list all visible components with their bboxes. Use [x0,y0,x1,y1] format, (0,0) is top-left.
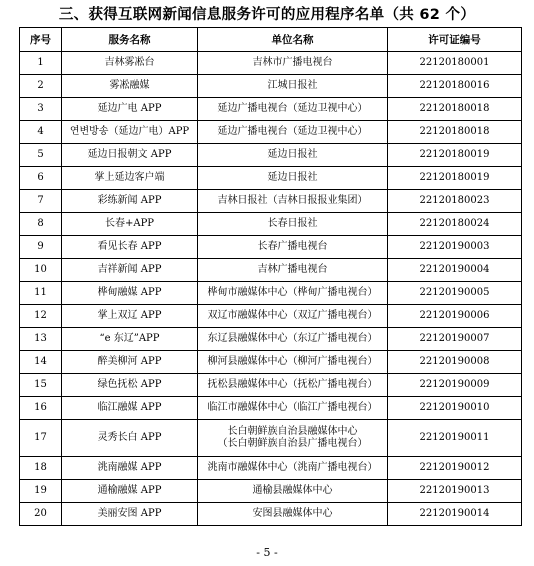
cell-unit-line: 抚松县融媒体中心（抚松广播电视台） [207,379,378,390]
cell-unit-line: 双辽市融媒体中心（双辽广播电视台） [207,310,378,321]
cell-no: 3 [20,98,62,121]
table-row [20,420,522,457]
table-row [20,236,522,259]
table-row [20,351,522,374]
header-service: 服务名称 [62,28,198,52]
cell-unit-line: 吉林日报社（吉林日报报业集团） [217,195,368,206]
cell-no: 17 [20,420,62,457]
cell-service: 延边广电 APP [62,98,198,121]
cell-no: 16 [20,397,62,420]
cell-license: 22120180001 [388,52,522,75]
table-row [20,480,522,503]
table-row [20,457,522,480]
cell-unit-line: 长春日报社 [267,218,318,229]
cell-no: 4 [20,121,62,144]
cell-license: 22120180018 [388,98,522,121]
cell-no: 6 [20,167,62,190]
cell-unit-line: 柳河县融媒体中心（柳河广播电视台） [207,356,378,367]
cell-unit [198,328,388,351]
cell-unit [198,374,388,397]
cell-unit [198,503,388,526]
table-row [20,282,522,305]
cell-no: 9 [20,236,62,259]
cell-license: 22120190014 [388,503,522,526]
header-unit: 单位名称 [198,28,388,52]
cell-unit [198,236,388,259]
cell-service: 雾凇融媒 [62,75,198,98]
cell-service: 吉祥新闻 APP [62,259,198,282]
cell-unit [198,282,388,305]
cell-service: 灵秀长白 APP [62,420,198,457]
cell-service: 通榆融媒 APP [62,480,198,503]
cell-service: 연변방송（延边广电）APP [62,121,198,144]
cell-unit [198,305,388,328]
cell-license: 22120190013 [388,480,522,503]
table-row [20,144,522,167]
cell-unit [198,420,388,457]
table-row [20,305,522,328]
cell-license: 22120190007 [388,328,522,351]
cell-no: 20 [20,503,62,526]
cell-service: 吉林雾凇台 [62,52,198,75]
cell-no: 15 [20,374,62,397]
table-row [20,52,522,75]
cell-unit-line: 延边广播电视台（延边卫视中心） [217,103,368,114]
license-table [19,27,522,526]
cell-service: 桦甸融媒 APP [62,282,198,305]
cell-license: 22120190003 [388,236,522,259]
cell-unit-line: 吉林广播电视台 [257,264,328,275]
cell-unit-line: 吉林市广播电视台 [252,57,333,68]
cell-service: “e 东辽”APP [62,328,198,351]
cell-no: 13 [20,328,62,351]
cell-license: 22120180024 [388,213,522,236]
cell-unit-line: 通榆县融媒体中心 [252,485,333,496]
table-row [20,167,522,190]
header-no: 序号 [20,28,62,52]
cell-no: 19 [20,480,62,503]
cell-license: 22120180018 [388,121,522,144]
cell-no: 5 [20,144,62,167]
cell-service: 长春+APP [62,213,198,236]
cell-unit-line: 延边日报社 [267,149,318,160]
cell-license: 22120190011 [388,420,522,457]
table-row [20,75,522,98]
table-row [20,213,522,236]
cell-service: 绿色抚松 APP [62,374,198,397]
page-title: 三、获得互联网新闻信息服务许可的应用程序名单（共 62 个） [58,7,476,23]
cell-no: 18 [20,457,62,480]
table-row [20,259,522,282]
cell-unit [198,121,388,144]
cell-unit-line: 洮南市融媒体中心（洮南广播电视台） [207,462,378,473]
cell-service: 美丽安图 APP [62,503,198,526]
cell-unit-line: 东辽县融媒体中心（东辽广播电视台） [207,333,378,344]
cell-license: 22120180023 [388,190,522,213]
cell-no: 1 [20,52,62,75]
cell-unit [198,213,388,236]
cell-unit [198,98,388,121]
cell-license: 22120180019 [388,144,522,167]
cell-service: 洮南融媒 APP [62,457,198,480]
cell-unit-line: 临江市融媒体中心（临江广播电视台） [207,402,378,413]
cell-unit-line: 桦甸市融媒体中心（桦甸广播电视台） [207,287,378,298]
cell-license: 22120190010 [388,397,522,420]
cell-license: 22120190012 [388,457,522,480]
page-number: - 5 - [256,546,278,559]
cell-license: 22120190009 [388,374,522,397]
cell-license: 22120190005 [388,282,522,305]
cell-license: 22120180019 [388,167,522,190]
cell-unit [198,397,388,420]
cell-unit-line: 长春广播电视台 [257,241,328,252]
table-row [20,121,522,144]
cell-service: 掌上延边客户端 [62,167,198,190]
table-row [20,374,522,397]
cell-unit [198,144,388,167]
cell-no: 14 [20,351,62,374]
cell-no: 7 [20,190,62,213]
cell-unit-line: 延边广播电视台（延边卫视中心） [217,126,368,137]
cell-unit-line: 江城日报社 [267,80,318,91]
cell-service: 延边日报朝文 APP [62,144,198,167]
header-license: 许可证编号 [388,28,522,52]
cell-service: 看见长春 APP [62,236,198,259]
cell-unit [198,75,388,98]
cell-unit [198,190,388,213]
cell-unit-line: 延边日报社 [267,172,318,183]
cell-unit [198,351,388,374]
cell-unit [198,167,388,190]
cell-unit [198,259,388,282]
cell-no: 12 [20,305,62,328]
cell-no: 11 [20,282,62,305]
cell-no: 8 [20,213,62,236]
cell-license: 22120180016 [388,75,522,98]
cell-service: 临江融媒 APP [62,397,198,420]
table-row [20,190,522,213]
cell-unit-line: 长白朝鲜族自治县融媒体中心 [227,426,358,437]
table-row [20,328,522,351]
cell-service: 彩练新闻 APP [62,190,198,213]
table-body [20,52,522,526]
table-row [20,397,522,420]
table-header-row [20,28,522,52]
cell-unit [198,52,388,75]
cell-unit [198,480,388,503]
cell-license: 22120190008 [388,351,522,374]
cell-service: 掌上双辽 APP [62,305,198,328]
cell-unit [198,457,388,480]
cell-license: 22120190006 [388,305,522,328]
cell-service: 醉美柳河 APP [62,351,198,374]
table-row [20,98,522,121]
cell-no: 10 [20,259,62,282]
cell-unit-line: （长白朝鲜族自治县广播电视台） [217,438,368,449]
cell-unit-line: 安图县融媒体中心 [252,508,333,519]
cell-license: 22120190004 [388,259,522,282]
cell-no: 2 [20,75,62,98]
table-row [20,503,522,526]
